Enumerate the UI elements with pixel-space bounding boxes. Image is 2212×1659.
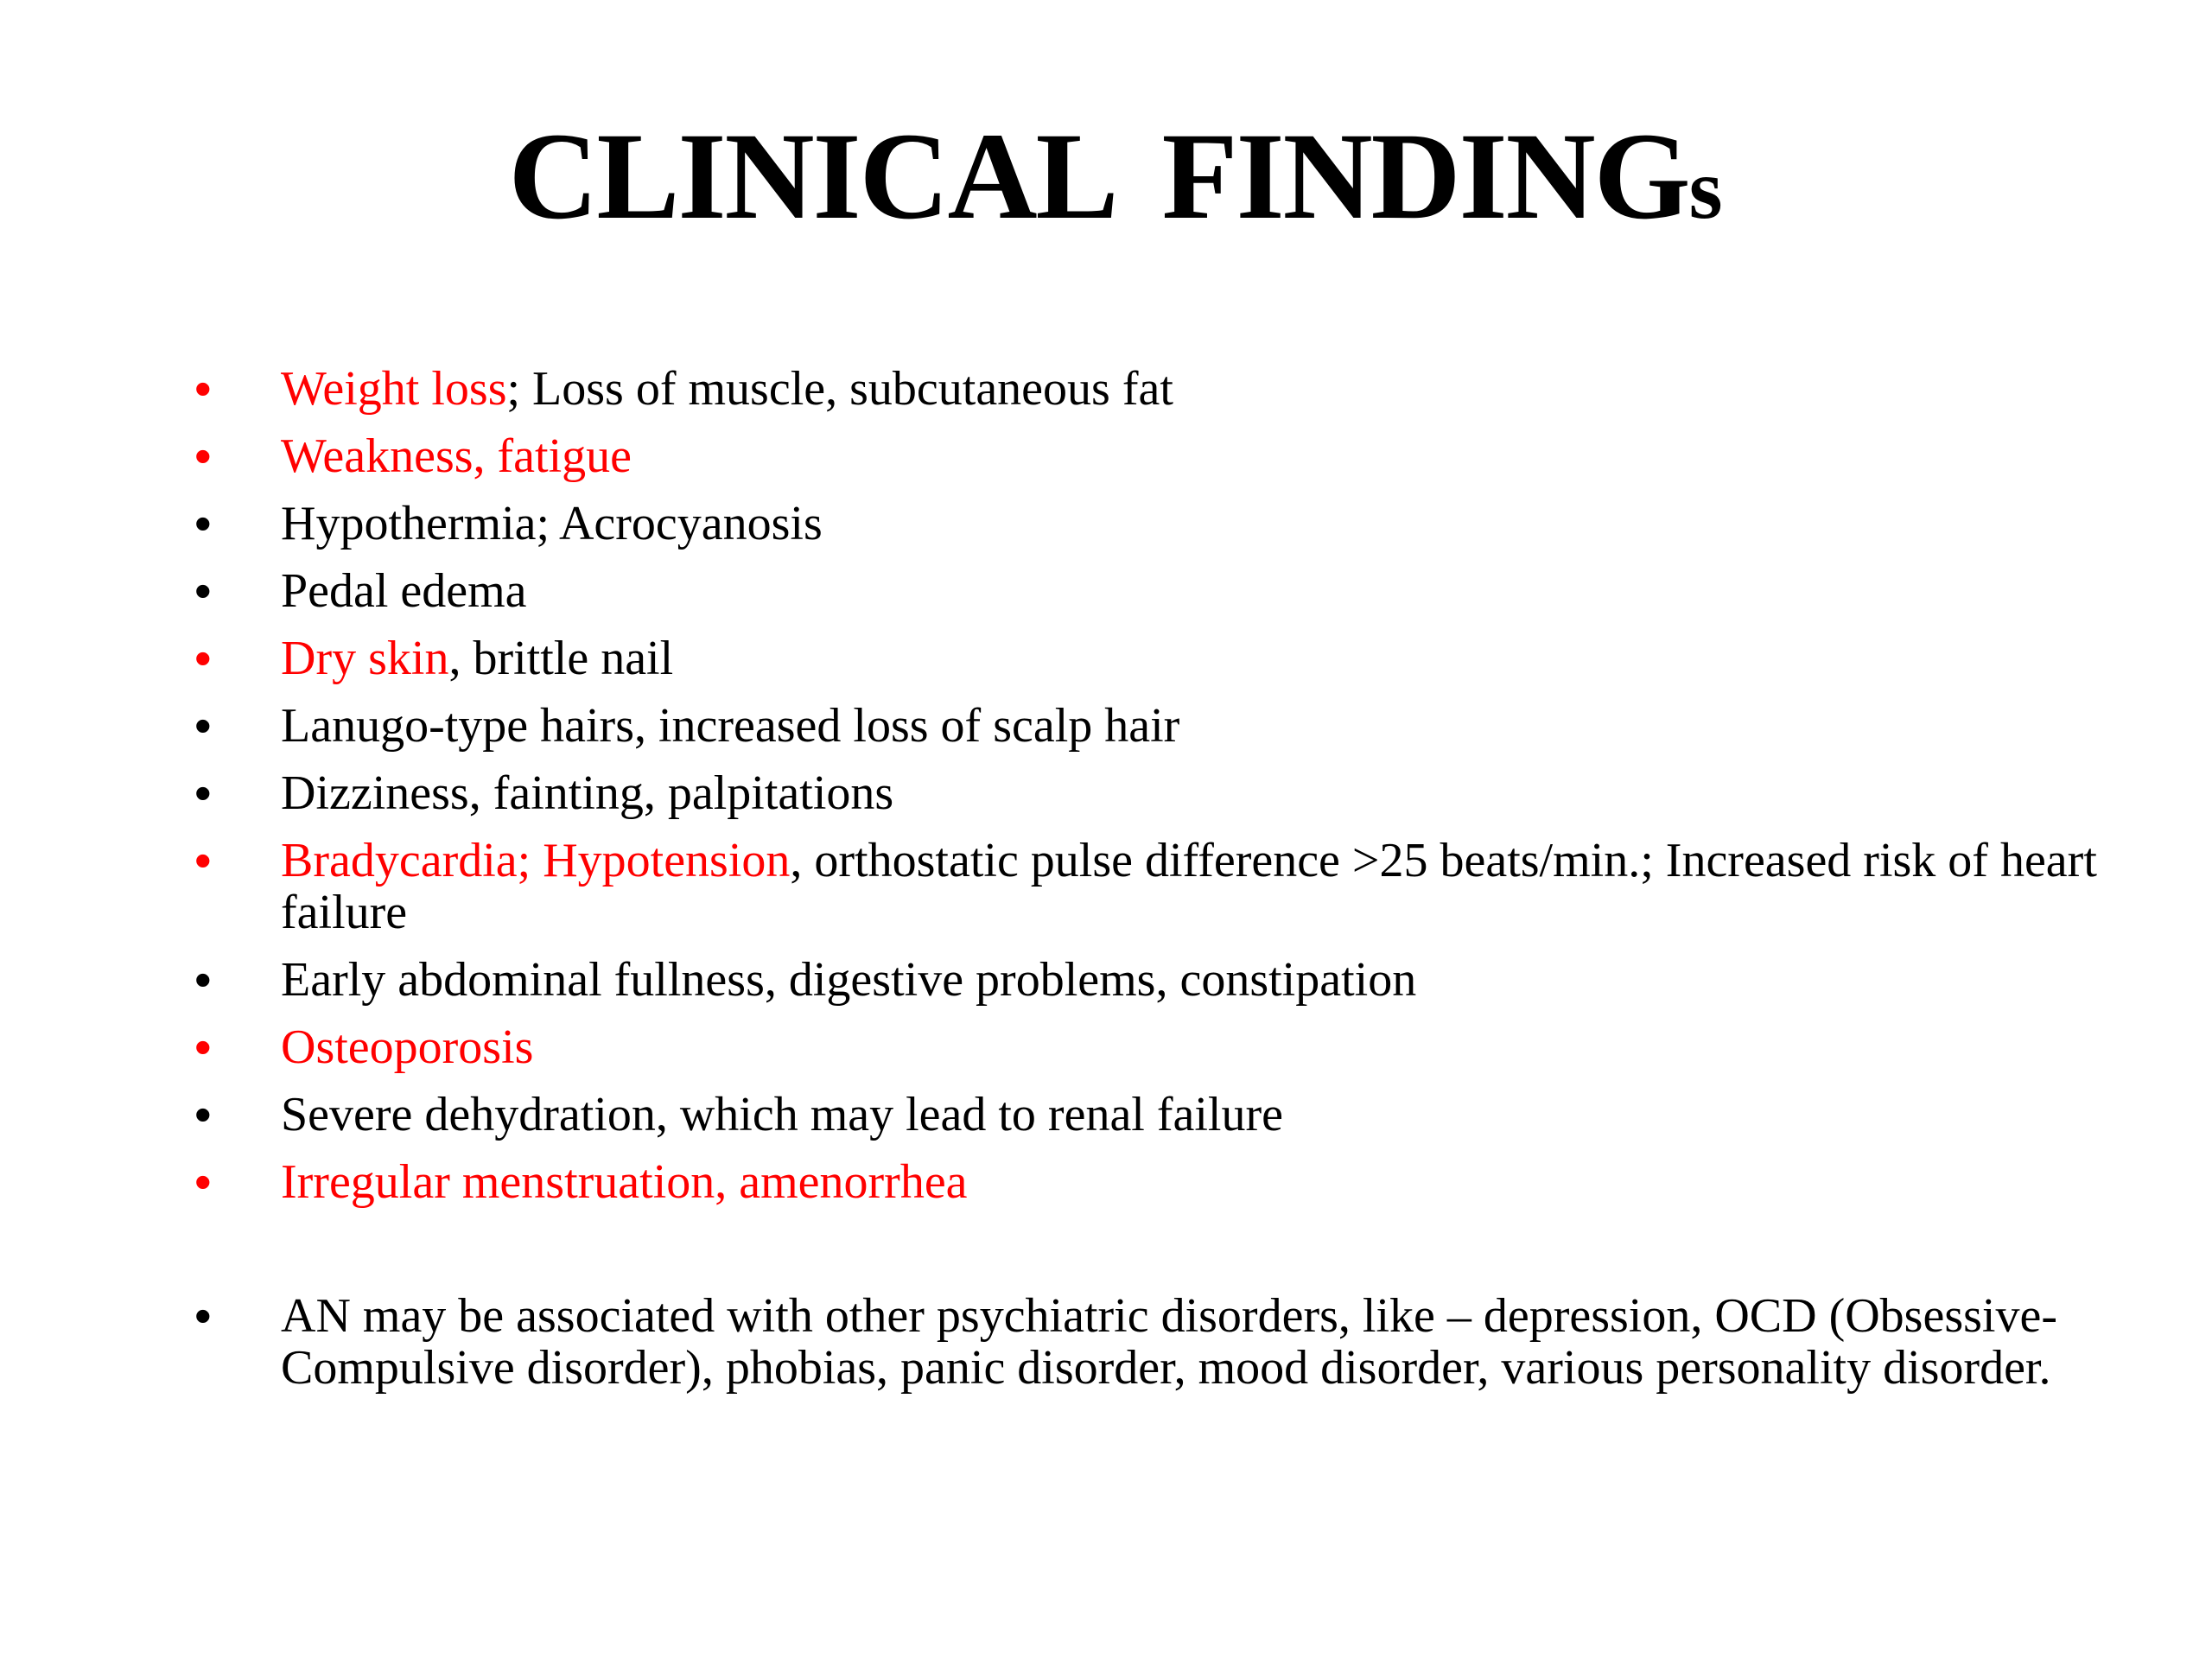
list-item — [194, 1290, 2139, 1394]
bullet-icon: • — [194, 952, 212, 1007]
bullet-icon: • — [194, 429, 212, 483]
title-word-finding: FINDING — [1161, 108, 1689, 245]
list-item — [194, 700, 2139, 752]
item-highlight: Weight loss — [281, 362, 507, 416]
list-item — [194, 954, 2139, 1006]
bullet-icon: • — [194, 1087, 212, 1141]
bullet-icon: • — [194, 698, 212, 753]
item-text: AN may be associated with other psychiatric disorders, like – depression, OCD (Obsessive-Compulsive disorder), phobias, panic disorder, mood disorder, various personality disorder. — [281, 1289, 2057, 1395]
bullet-icon: • — [194, 833, 212, 887]
title-word-clinical: CLINICAL — [508, 108, 1117, 245]
item-text: Dizziness, fainting, palpitations — [281, 766, 894, 820]
item-text: Lanugo-type hairs, increased loss of scalp hair — [281, 699, 1180, 753]
bullet-icon: • — [194, 1020, 212, 1074]
item-text: Severe dehydration, which may lead to renal failure — [281, 1088, 1283, 1141]
list-item — [194, 565, 2139, 617]
list-item — [194, 430, 2139, 482]
list-item — [194, 1021, 2139, 1073]
item-highlight: Osteoporosis — [281, 1020, 534, 1074]
bullet-icon: • — [194, 631, 212, 685]
title-suffix: s — [1688, 141, 1721, 237]
item-highlight: Bradycardia; Hypotension — [281, 834, 791, 887]
item-text: Early abdominal fullness, digestive problems, constipation — [281, 953, 1417, 1007]
bullet-icon: • — [194, 1154, 212, 1209]
bullet-icon: • — [194, 1288, 212, 1343]
item-text: Pedal edema — [281, 564, 527, 618]
list-item — [194, 498, 2139, 550]
bullet-icon: • — [194, 496, 212, 550]
item-text: , brittle nail — [448, 632, 674, 685]
list-item — [194, 1156, 2139, 1208]
item-text: , orthostatic pulse difference >25 beats/min.; Increased risk of heart failure — [281, 834, 2097, 939]
bullet-icon: • — [194, 766, 212, 820]
item-text: Hypothermia; Acrocyanosis — [281, 497, 823, 550]
item-highlight: Irregular menstruation, amenorrhea — [281, 1155, 968, 1209]
item-highlight: Dry skin — [281, 632, 449, 685]
item-highlight: Weakness, fatigue — [281, 429, 632, 483]
list-item — [194, 632, 2139, 684]
list-item — [194, 1089, 2139, 1141]
bullet-icon: • — [194, 361, 212, 416]
bullet-icon: • — [194, 563, 212, 618]
list-item — [194, 767, 2139, 819]
list-item — [194, 835, 2139, 938]
findings-list — [194, 363, 2139, 1394]
list-item — [194, 363, 2139, 415]
item-text: ; Loss of muscle, subcutaneous fat — [506, 362, 1173, 416]
slide-title — [0, 104, 2212, 263]
